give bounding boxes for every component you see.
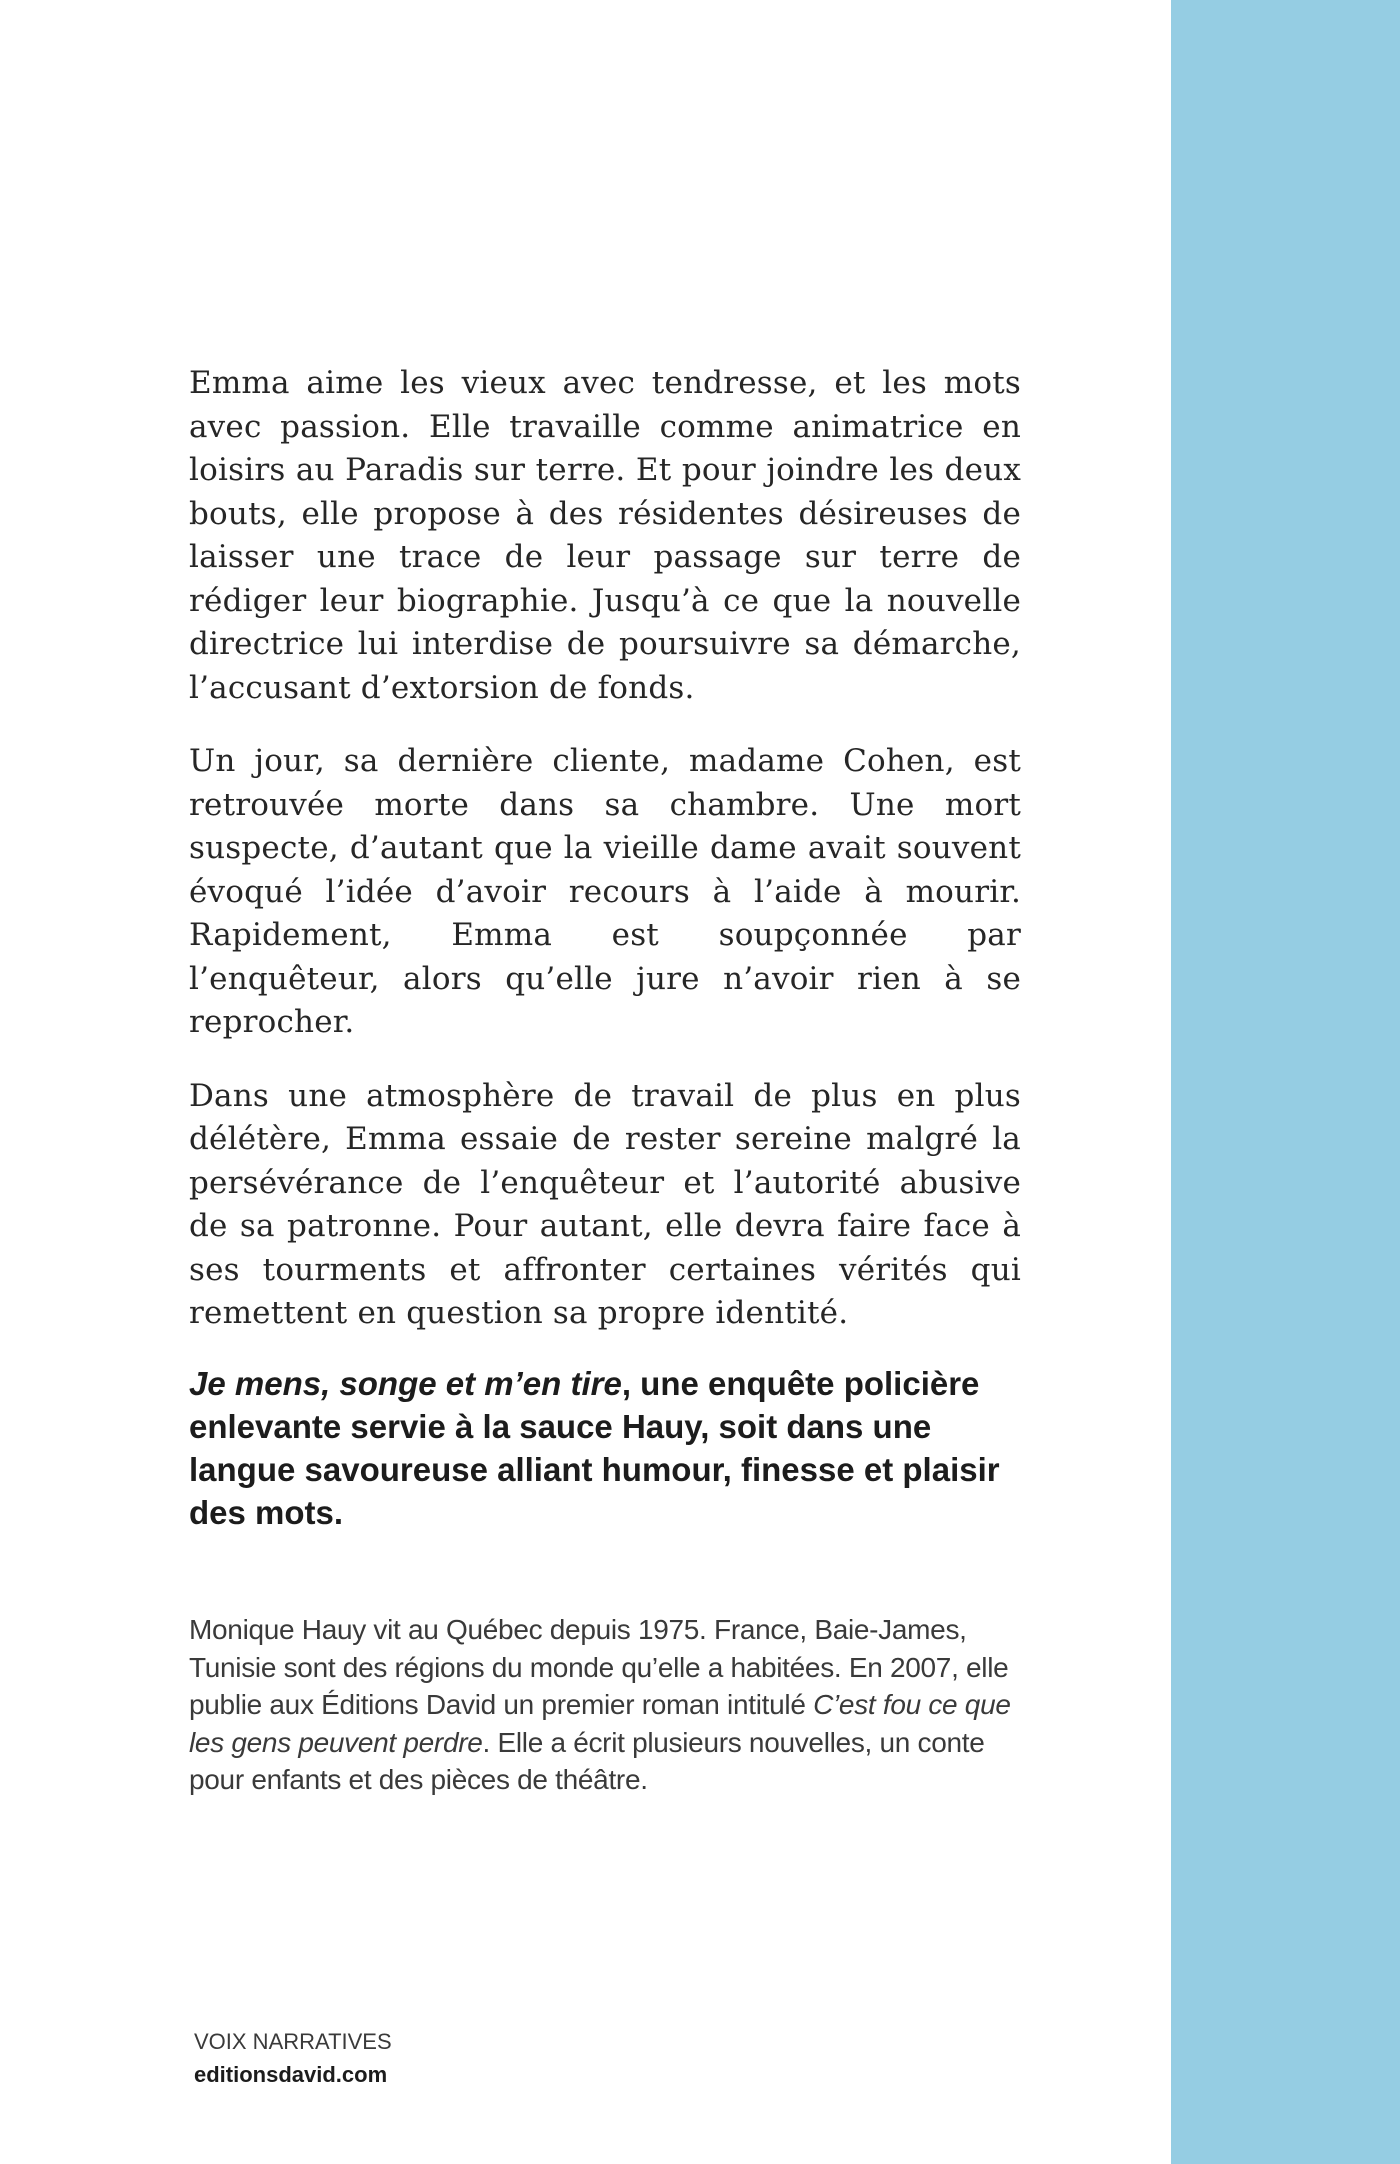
- synopsis: [189, 362, 1021, 1336]
- author-bio-text-after: . Elle a écrit plusieurs nouvelles, un conte pour enfants et des pièces de théâtre.: [189, 1726, 985, 1795]
- author-bio-text-before: Monique Hauy vit au Québec depuis 1975. France, Baie-James, Tunisie sont des régions du monde qu’elle a habitées. En 2007, elle publie aux Éditions David un premier roman intitulé: [189, 1614, 1009, 1720]
- tagline: [189, 1362, 1021, 1534]
- spine-color-bar: [1171, 0, 1400, 2164]
- collection-name: VOIX NARRATIVES: [194, 2029, 392, 2054]
- author-bio-previous-title: C’est fou ce que les gens peuvent perdre: [189, 1689, 1011, 1758]
- tagline-book-title: Je mens, songe et m’en tire: [189, 1365, 622, 1402]
- synopsis-paragraph-3: Dans une atmosphère de travail de plus en plus délétère, Emma essaie de rester sereine malgré la persévérance de l’enquêteur et l’autorité abusive de sa patronne. Pour autant, elle devra faire face à ses tourments et affronter certaines vérités qui remettent en question sa propre identité.: [189, 1077, 1021, 1331]
- tagline-text: , une enquête policière enlevante servie à la sauce Hauy, soit dans une langue savoureuse alliant humour, finesse et plaisir des mots.: [189, 1365, 1000, 1531]
- synopsis-paragraph-1: Emma aime les vieux avec tendresse, et les mots avec passion. Elle travaille comme animatrice en loisirs au Paradis sur terre. Et pour joindre les deux bouts, elle propose à des résidentes désireuses de laisser une trace de leur passage sur terre de rédiger leur biographie. Jusqu’à ce que la nouvelle directrice lui interdise de poursuivre sa démarche, l’accusant d’extorsion de fonds.: [189, 365, 1021, 706]
- publisher-url: editionsdavid.com: [194, 2062, 388, 2087]
- synopsis-paragraph-2: Un jour, sa dernière cliente, madame Cohen, est retrouvée morte dans sa chambre. Une mort suspecte, d’autant que la vieille dame avait souvent évoqué l’idée d’avoir recours à l’aide à mourir. Rapidement, Emma est soupçonnée par l’enquêteur, alors qu’elle jure n’avoir rien à se reprocher.: [189, 743, 1021, 1040]
- author-bio: [189, 1611, 1021, 1799]
